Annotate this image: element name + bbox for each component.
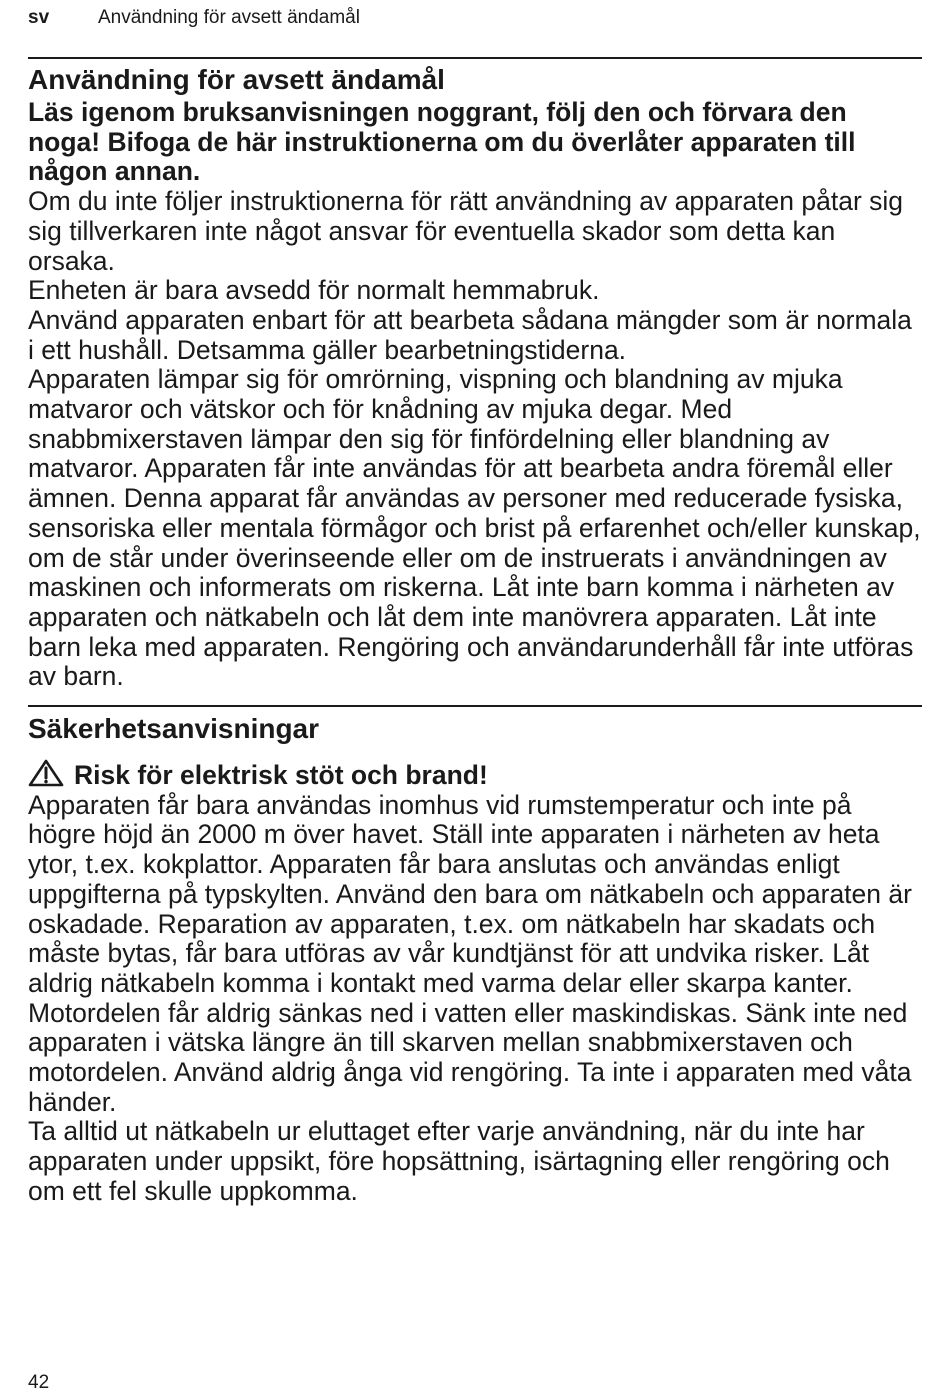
safety-section bbox=[28, 711, 922, 1207]
safety-paragraph-unplug: Ta alltid ut nätkabeln ur eluttaget efter varje användning, när du inte har apparaten under uppsikt, före hopsättning, isärtagning eller rengöring och om ett fel skulle uppkomma. bbox=[28, 1116, 890, 1206]
liability-text: Om du inte följer instruktionerna för rätt användning av apparaten påtar sig sig tillverkaren inte något ansvar för eventuella skador som detta kan orsaka. bbox=[28, 186, 904, 276]
section-divider bbox=[28, 705, 922, 707]
intended-use-section bbox=[28, 62, 922, 692]
warning-title: Risk för elektrisk stöt och brand! bbox=[74, 760, 488, 790]
language-code: sv bbox=[28, 7, 50, 28]
intro-warning-text: Läs igenom bruksanvisningen noggrant, följ den och förvara den noga! Bifoga de här instruktionerna om du överlåter apparaten till någon annan. bbox=[28, 97, 856, 187]
safety-heading: Säkerhetsanvisningar bbox=[28, 713, 320, 744]
safety-paragraph: Apparaten får bara användas inomhus vid rumstemperatur och inte på högre höjd än 2000 m över havet. Ställ inte apparaten i närheten av heta ytor, t.ex. kokplattor. Apparaten får bara anslutas och användas enligt uppgifterna på typskylten. Använd den bara om nätkabeln och apparaten är oskadade. Reparation av apparaten, t.ex. om nätkabeln har skadats och måste bytas, får bara utföras av vår kundtjänst för att undvika risker. Låt aldrig nätkabeln komma i kontakt med varma delar eller skarpa kanter. Motordelen får aldrig sänkas ned i vatten eller maskindiskas. Sänk inte ned apparaten i vätska längre än till skarven mellan snabbmixerstaven och motordelen. Använd aldrig ånga vid rengöring. Ta inte i apparaten med våta händer. bbox=[28, 789, 912, 1117]
page-number: 42 bbox=[28, 1372, 50, 1393]
quantities-text: Använd apparaten enbart för att bearbeta sådana mängder som är normala i ett hushåll. Detsamma gäller bearbetningstiderna. bbox=[28, 304, 912, 365]
warning-triangle-icon bbox=[28, 759, 64, 787]
running-header-title: Användning för avsett ändamål bbox=[98, 7, 360, 28]
household-use-text: Enheten är bara avsedd för normalt hemmabruk. bbox=[28, 275, 600, 306]
warning-heading bbox=[28, 759, 922, 791]
section-divider bbox=[28, 57, 922, 59]
intended-use-heading: Användning för avsett ändamål bbox=[28, 64, 445, 95]
purpose-text: Apparaten lämpar sig för omrörning, vispning och blandning av mjuka matvaror och vätskor och för knådning av mjuka degar. Med snabbmixerstaven lämpar den sig för finfördelning eller blandning av matvaror. Apparaten får inte användas för att bearbeta andra föremål eller ämnen. Denna apparat får användas av personer med reducerade fysiska, sensoriska eller mentala förmågor och brist på erfarenhet och/eller kunskap, om de står under överinseende eller om de instruerats i användningen av maskinen och informerats om riskerna. Låt inte barn komma i närheten av apparaten och nätkabeln och låt dem inte manövrera apparaten. Låt inte barn leka med apparaten. Rengöring och användarunderhåll får inte utföras av barn. bbox=[28, 364, 921, 692]
running-header bbox=[28, 6, 922, 30]
